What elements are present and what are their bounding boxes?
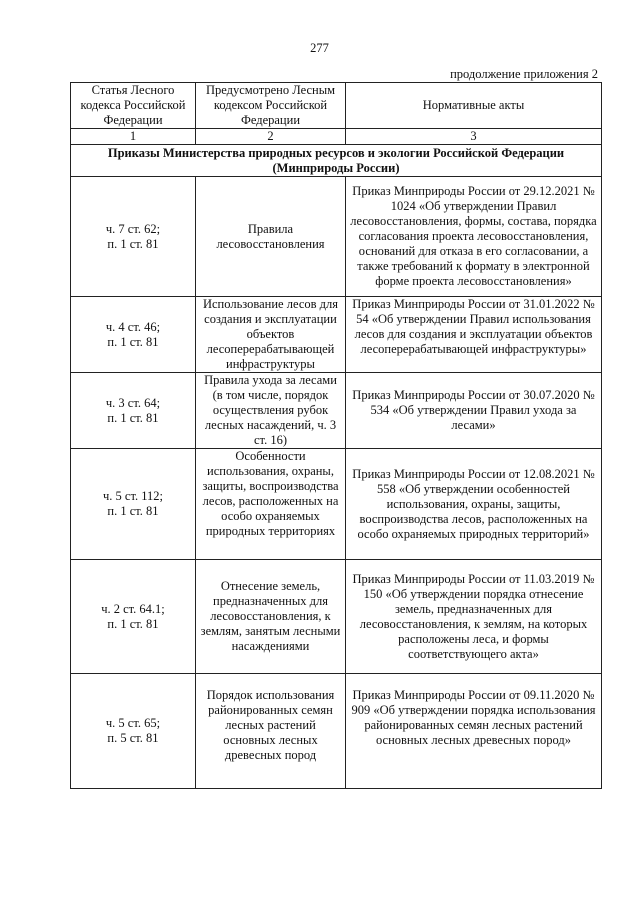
act-cell: Приказ Минприроды России от 31.01.2022 № 54 «Об утверждении Правил использования лесов для создания и эксплуатации объектов лесоперерабатывающей инфраструктуры»	[346, 297, 602, 373]
section-row	[71, 145, 602, 177]
act-cell: Приказ Минприроды России от 30.07.2020 № 534 «Об утверждении Правил ухода за лесами»	[346, 373, 602, 449]
article-cell: ч. 3 ст. 64; п. 1 ст. 81	[71, 373, 196, 449]
header-acts: Нормативные акты	[346, 83, 602, 129]
table-row	[71, 373, 602, 449]
column-number-1: 1	[71, 129, 196, 145]
provision-cell: Правила ухода за лесами (в том числе, порядок осуществления рубок лесных насаждений, ч. 3 ст. 16)	[196, 373, 346, 449]
page-number: 277	[310, 41, 329, 55]
section-title: Приказы Министерства природных ресурсов и экологии Российской Федерации (Минприроды России)	[71, 145, 602, 177]
table-row	[71, 297, 602, 373]
column-number-2: 2	[196, 129, 346, 145]
column-number-row	[71, 129, 602, 145]
table-row	[71, 674, 602, 789]
continuation-label: продолжение приложения 2	[450, 67, 598, 81]
act-cell: Приказ Минприроды России от 09.11.2020 № 909 «Об утверждении порядка использования районированных семян лесных растений основных лесных древесных пород»	[346, 674, 602, 789]
provision-cell: Особенности использования, охраны, защиты, воспроизводства лесов, расположенных на особо охраняемых природных территориях	[196, 449, 346, 560]
table-row	[71, 177, 602, 297]
act-cell: Приказ Минприроды России от 12.08.2021 № 558 «Об утверждении особенностей использования, охраны, защиты, воспроизводства лесов, расположенных на особо охраняемых природных территорий»	[346, 449, 602, 560]
header-provision: Предусмотрено Лесным кодексом Российской Федерации	[196, 83, 346, 129]
table-row	[71, 560, 602, 674]
provision-cell: Порядок использования районированных семян лесных растений основных лесных древесных пород	[196, 674, 346, 789]
article-cell: ч. 5 ст. 112; п. 1 ст. 81	[71, 449, 196, 560]
article-cell: ч. 4 ст. 46; п. 1 ст. 81	[71, 297, 196, 373]
provision-cell: Правила лесовосстановления	[196, 177, 346, 297]
regulations-table	[70, 82, 602, 789]
column-number-3: 3	[346, 129, 602, 145]
table-row	[71, 449, 602, 560]
header-article: Статья Лесного кодекса Российской Федерации	[71, 83, 196, 129]
header-row	[71, 83, 602, 129]
act-cell: Приказ Минприроды России от 29.12.2021 № 1024 «Об утверждении Правил лесовосстановления, формы, состава, порядка согласования проекта лесовосстановления, оснований для отказа в его согласовании, а также требований к формату в электронной форме проекта лесовосстановления»	[346, 177, 602, 297]
article-cell: ч. 2 ст. 64.1; п. 1 ст. 81	[71, 560, 196, 674]
provision-cell: Отнесение земель, предназначенных для лесовосстановления, к землям, занятым лесными насаждениями	[196, 560, 346, 674]
act-cell: Приказ Минприроды России от 11.03.2019 № 150 «Об утверждении порядка отнесение земель, предназначенных для лесовосстановления, к землям, на которых расположены леса, и формы соответствующего акта»	[346, 560, 602, 674]
provision-cell: Использование лесов для создания и эксплуатации объектов лесоперерабатывающей инфраструктуры	[196, 297, 346, 373]
article-cell: ч. 7 ст. 62; п. 1 ст. 81	[71, 177, 196, 297]
article-cell: ч. 5 ст. 65; п. 5 ст. 81	[71, 674, 196, 789]
